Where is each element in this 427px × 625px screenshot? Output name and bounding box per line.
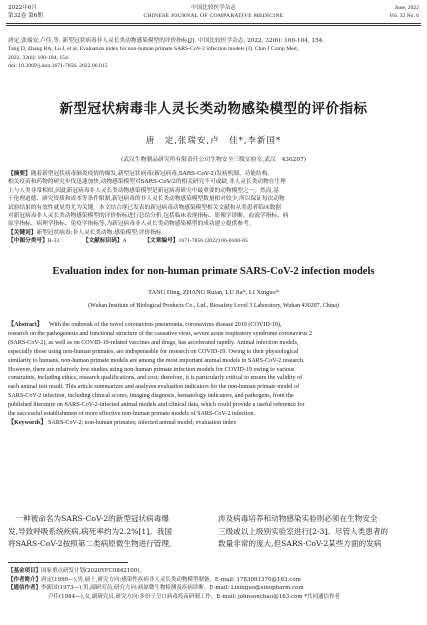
abstract-cn-line: 上与人类非常相似,因此新冠病毒非人灵长类动物感染模型是新冠病毒研究中最重要的动物模型之一。然而,基 <box>8 187 279 194</box>
clc-value: R-33 <box>47 238 60 245</box>
article-no-label: 【文章编号】 <box>144 238 179 245</box>
classification-line <box>8 237 420 245</box>
header-volume-en: Vol. 32 No. 6 <box>389 13 419 19</box>
funding-text: 国家重点研发计划(2020YFC0842100)。 <box>41 568 145 574</box>
citation-en: Tang D, Zhang RA, Lu J, et al. Evaluation index for non-human primate SARS-CoV-2 infection models [J]. Chin J Comp Med, <box>8 46 299 53</box>
keywords-en-label: 【Keywords】 <box>8 419 47 426</box>
abstract-cn <box>8 170 420 246</box>
journal-name-en: CHINESE JOURNAL OF COMPARATIVE MEDICINE <box>143 13 284 19</box>
abstract-en-label: 【Abstract】 <box>8 322 43 328</box>
abstract-cn-line: 对新冠病毒非人灵长类动物感染模型的评价指标进行总结分析,包括临床表现指标、影像学诊断、血液学指标、病 <box>8 213 289 220</box>
body-line: 将SARS-CoV-2按照第二类病原微生物进行管理, <box>8 539 172 549</box>
abstract-cn-label: 【摘要】 <box>8 171 31 177</box>
header-date-en: June, 2022 <box>394 5 419 11</box>
abstract-cn-line: 原学指标、病理学指标、免疫学指标等,为新冠病毒非人灵长类动物感染模型的成功建立提供参考。 <box>8 221 255 228</box>
doi: doi: 10.3969/j.issn.1671-7856. 2022.06.015 <box>8 63 108 70</box>
body-line: 发,导致呼吸系统疾病,病死率约为2.2%[1]。我国 <box>8 526 172 536</box>
citation-cn: 唐定,张瑞安,卢佳,等. 新型冠状病毒非人灵长类动物感染模型的评价指标[J]. 中国比较医学杂志, 2022, 32(6): 100-104, 154. <box>8 38 325 44</box>
citation-block <box>8 37 420 71</box>
journal-name-cn: 中国比较医学杂志 <box>191 5 236 11</box>
abstract-cn-line: 于伦理道德、研究资质和成本等条件限制,新冠病毒的非人灵长类动物感染模型数量相对较少,所以保证每次动物 <box>8 196 285 203</box>
paper-title-cn: 新型冠状病毒非人灵长类动物感染模型的评价指标 <box>59 101 368 117</box>
body-column-right <box>218 513 420 551</box>
body-line: 一种被命名为SARS-CoV-2的新型冠状病毒爆 <box>8 514 169 523</box>
abstract-cn-line: 随着新型冠状病毒肺炎疫情的爆发,新型冠状病毒(新冠病毒,SARS-CoV-2)发病机制、功能结构、 <box>30 171 274 177</box>
footnote-rule <box>8 562 128 563</box>
doccode-value: A <box>122 238 127 245</box>
keywords-en-text: SARS-CoV-2; non-human primates; infected animal model; evaluation index <box>48 419 237 426</box>
abstract-en-line: (SARS-CoV-2), as well as on COVID-19-related vaccines and drugs, has accelerated rapidly. Animal infection models, <box>8 339 299 346</box>
corresponding-text-2: 卢佳(1984—),女,副研究员,研究方向:多份子呈口病毒疫苗研制工作。E-mail: johnsonchau@163.com *共同通信作者 <box>48 593 341 600</box>
abstract-cn-line: 试验结果的有效性就显得尤为关键。本文结合现已发表的新冠病毒动物感染模型相关文献和从类患者临床数据 <box>8 204 281 211</box>
doccode-label: 【文献标识码】 <box>82 238 123 245</box>
corresponding-text: 李新国(1973—),男,副研究员,研究方向:病原微生物检测及疾病诊断。E-mail: Lixinguo@sinopharm.com <box>41 585 304 592</box>
footnotes <box>8 567 420 601</box>
body-line: 涉及病毒培养和动物感染实验则必须在生物安全 <box>218 514 378 523</box>
author-bio-text: 唐定(1996—),男,硕士,研究方向:感染性疾病非人灵长类动物模型制备。E-mail: 1783091370@163.com <box>41 576 301 583</box>
abstract-en <box>8 321 420 428</box>
abstract-en-line: especially those using non-human primates, are indispensable for research on COVID-19. Owing to their physiological <box>8 348 299 355</box>
keywords-en <box>8 419 420 428</box>
keywords-cn-label: 【关键词】 <box>8 229 37 236</box>
abstract-en-line: However, there are relatively few studies using non-human primate infection models for COVID-19 owing to various <box>8 366 295 373</box>
abstract-en-line: similarity to humans, non-human primate models are among the most important animal models in SARS-CoV-2 research. <box>8 357 305 364</box>
abstract-en-line: research on the pathogenesis and functional structure of the causative virus, severe acute respiratory syndrome coronavirus 2 <box>8 330 313 337</box>
abstract-en-line: With the outbreak of the novel coronavirus pneumonia, coronavirus disease 2019 (COVID-19), <box>48 322 282 328</box>
keywords-cn-text: 新型冠状病毒;非人灵长类动物;感染模型;评价指标 <box>36 229 162 236</box>
authors-en: TANG Ding, ZHANG Ruian, LU Jia*, LI Xinguo* <box>148 289 279 296</box>
affiliation-cn: (武汉生物制品研究所有限责任公司生物安全三级实验室,武汉 430207) <box>120 157 306 163</box>
citation-en-cont: 2022, 32(6): 100-104, 154. <box>8 54 70 61</box>
funding-label: 【基金项目】 <box>8 568 42 574</box>
body-line: 三级或以上级别实验室进行[2-3]。尽管人类患者的 <box>218 526 389 536</box>
author-bio-label: 【作者简介】 <box>8 576 42 583</box>
abstract-en-line: published literature on SARS-CoV-2-infected animal models and clinical data, which could provide a useful reference for <box>8 402 305 409</box>
body-line: 数量非常的庞大,但SARS-CoV-2某些方面的发病 <box>218 539 382 549</box>
abstract-en-line: constraints, including ethics, research qualifications, and cost; therefore, it is particularly critical to ensure the validity of <box>8 375 303 382</box>
body-column-left <box>8 513 209 551</box>
abstract-en-line: the successful establishment of more effective non-human primate models of SARS-CoV-2 infection. <box>8 411 256 418</box>
abstract-cn-line: 相关疫苗和药物的研究步伐迅速加快,动物感染模型对SARS-CoV-2的相关研究不可或缺,非人灵长类动物在生理 <box>8 179 286 186</box>
keywords-cn <box>8 229 420 237</box>
paper-title-en: Evaluation index for non-human primate SARS-CoV-2 infection models <box>52 266 375 277</box>
abstract-en-line: each animal test result. This article summarizes and analyzes evaluation indicators for the non-human primate model of <box>8 384 300 391</box>
article-no-value: 1671-7856 (2022) 06-0100-05 <box>178 238 248 245</box>
affiliation-en: (Wuhan Institute of Biological Products Co., Ltd., Biosafety Level 3 Laboratory, Wuhan 430207, China) <box>88 303 339 309</box>
header-date: 2022年6月 <box>8 5 37 11</box>
corresponding-label: 【通信作者】 <box>8 585 42 592</box>
abstract-en-line: SARS-CoV-2 infection, including clinical scores, imaging diagnosis, hematology indicators, and pathogens, from the <box>8 393 294 400</box>
clc-label: 【中图分类号】 <box>8 238 48 245</box>
header-volume: 第32卷 第6期 <box>8 13 43 19</box>
authors-cn: 唐 定,张瑞安,卢 佳*,李新国* <box>145 136 282 146</box>
header-rule-2 <box>6 25 421 26</box>
